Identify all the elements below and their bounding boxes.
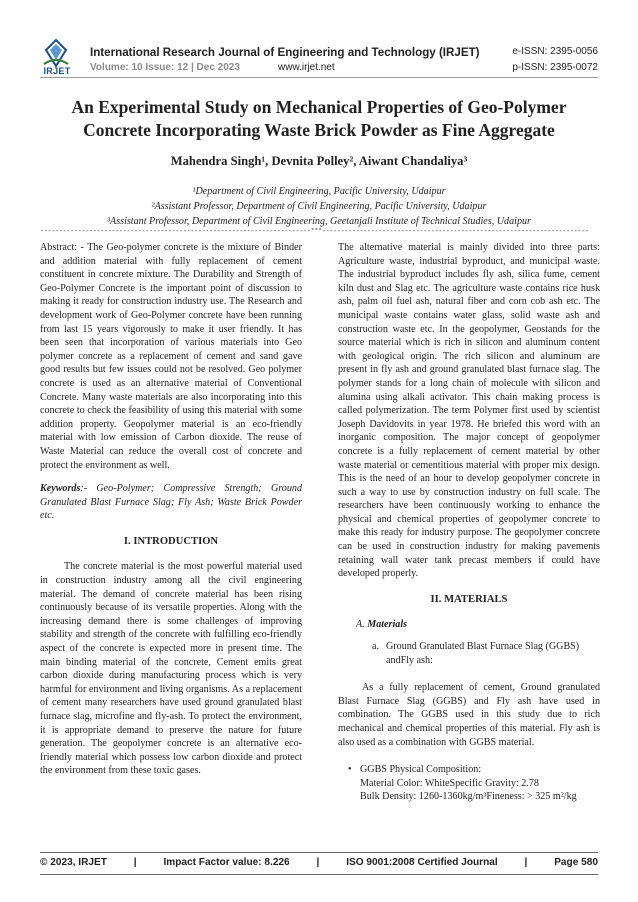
title-line: An Experimental Study on Mechanical Properties of Geo-Polymer <box>71 97 567 117</box>
footer-separator: | <box>133 857 137 868</box>
affiliation-1: ¹Department of Civil Engineering, Pacific University, Udaipur <box>192 186 446 197</box>
affiliation-3: ³Assistant Professor, Department of Civil Engineering, Geetanjali Institute of Technical Studies, Udaipur <box>107 216 531 227</box>
e-issn: e-ISSN: 2395-0056 <box>512 46 598 57</box>
keywords <box>40 482 302 523</box>
footer-copyright: © 2023, IRJET <box>40 857 107 868</box>
footer-impact-factor: Impact Factor value: 8.226 <box>163 857 290 868</box>
footer-rule <box>40 852 598 853</box>
journal-title: International Research Journal of Engineering and Technology (IRJET) <box>90 46 480 59</box>
alternative-materials-paragraph: The alternative material is mainly divided into three parts: Agriculture waste, industrial byproduct, and municipal waste. The industrial byproduct includes fly ash, silica fume, cement kiln dust and Slag etc. The agriculture waste contains rice husk ash, palm oil fuel ash, natural fiber and corn cob ash etc. The municipal waste contains water glass, solid waste ash and construction waste etc. In the geopolymer, Geostands for the source material which is rich in silicon and aluminum content with geological origin. The rich silicon and aluminum are present in fly ash and ground granulated blast furnace slag. The polymer stands for a long chain of molecule with silicon and alumina using alkali activator. This chain making process is called polymerization. The term Polymer first used by scientist Joseph Davidovits in year 1978. He briefed this word with an inorganic composition. The major concept of geopolymer concrete is a fully replacement of cement material by other waste material or cementitious material with proper mix design. This is the need of an hour to develop geopolymer concrete in such a way to use by construction industry on full scale. The researchers have been continuously working to enhance the physical and chemical properties of geopolymer concrete to make this ready for industry purpose. The geopolymer concrete can be used in construction industry for making pavements retaining wall water tank precast members if could have developed properly. <box>338 242 600 580</box>
section-heading-introduction: I. INTRODUCTION <box>123 535 219 547</box>
subsection-heading-materials <box>356 618 600 632</box>
left-column <box>40 241 302 778</box>
bullet-item <box>348 763 600 777</box>
section-heading-materials: II. MATERIALS <box>430 593 508 605</box>
footer-separator: | <box>524 857 528 868</box>
footer-rule-bottom <box>40 874 598 875</box>
footer-separator: | <box>316 857 320 868</box>
materials-paragraph: As a fully replacement of cement, Ground granulated Blast Furnace Slag (GGBS) and Fly ash have used in combination. The GGBS used in this study due to rich mechanical and chemical properties of this material. Fly ash is also used as a combination with GGBS material. <box>338 682 600 748</box>
bullet-title: GGBS Physical Composition: <box>360 764 482 776</box>
header-rule <box>40 77 598 78</box>
authors: Mahendra Singh¹, Devnita Polley², Aiwant Chandaliya³ <box>170 154 468 168</box>
website-link[interactable]: www.irjet.net <box>278 62 335 73</box>
right-column <box>338 241 600 804</box>
affiliations <box>30 184 608 229</box>
subsection-label: Materials <box>367 619 408 631</box>
keywords-text: :- Geo-Polymer; Compressive Strength; Ground Granulated Blast Furnace Slag; Fly Ash; Waste Brick Powder etc. <box>40 483 302 522</box>
footer-page-number: Page 580 <box>554 857 598 868</box>
logo-text: IRJET <box>43 66 71 76</box>
introduction-paragraph: The concrete material is the most powerful material used in construction industry among all the civil engineering material. The demand of concrete material has been rising continuously because of its versatile properties. Along with the increasing demand there is some challenges of improving stability and strength of the concrete with fulfilling eco-friendly aspect of the concrete is expected more in present time. The main binding material of the concrete, Cement emits great carbon dioxide during manufacturing process which is very harmful for environment and living organisms. As a replacement of cement many researchers have used ground granulated blast furnace slag, microfine and fly-ash. To protect the environment, it is appropriate demand to preserve the nature for future generation. The geopolymer concrete is an alternative eco-friendly material which possess low carbon dioxide and protect the environment from these toxic gases. <box>40 561 302 777</box>
bullet-line-1: Material Color: WhiteSpecific Gravity: 2.78 <box>360 777 539 789</box>
list-item-ggbs <box>372 640 600 667</box>
bullet-list <box>348 763 600 804</box>
list-marker: a. <box>372 641 380 653</box>
title-line: Concrete Incorporating Waste Brick Powder as Fine Aggregate <box>83 120 555 140</box>
list-item-text: Ground Granulated Blast Furnace Slag (GGBS) andFly ash: <box>386 641 580 666</box>
footer-iso: ISO 9001:2008 Certified Journal <box>346 857 498 868</box>
page-header <box>0 0 638 80</box>
affiliation-2: ²Assistant Professor, Department of Civil Engineering, Pacific University, Udaipur <box>151 201 487 212</box>
section-divider: ------------------------------------------------------------------------***----------------------------------------------------------------------- <box>40 228 589 236</box>
subsection-letter: A. <box>356 619 365 631</box>
volume-issue: Volume: 10 Issue: 12 | Dec 2023 <box>90 62 240 73</box>
paper-title <box>30 96 608 142</box>
p-issn: p-ISSN: 2395-0072 <box>512 62 598 73</box>
abstract: Abstract: - The Geo-polymer concrete is the mixture of Binder and addition material with fully replacement of cement constituent in concrete mixture. The Durability and Strength of Geo-Polymer Concrete is the important point of discussion to making it ready for construction industry use. The Research and development work of Geo-Polymer concrete have been running from last 15 years vigorously to make it user friendly. It has been seen that incorporation of various materials into Geo polymer concrete as a replacement of cement and sand gave good results but few issues could not be resolved. Geo polymer concrete is used as an alternative material of Conventional Concrete. Many waste materials are also incorporating into this concrete to check the feasibility of using this material with some addition property. Geopolymer material is an eco-friendly material with low emission of Carbon dioxide. The reuse of Waste Material can reduce the overall cost of concrete and protect the environment as well. <box>40 242 302 471</box>
bullet-icon: • <box>348 764 352 776</box>
keywords-label: Keywords <box>40 483 81 495</box>
bullet-line-2: Bulk Density: 1260-1360kg/m³Fineness: > 325 m²/kg <box>360 791 577 803</box>
page-footer <box>40 857 598 868</box>
